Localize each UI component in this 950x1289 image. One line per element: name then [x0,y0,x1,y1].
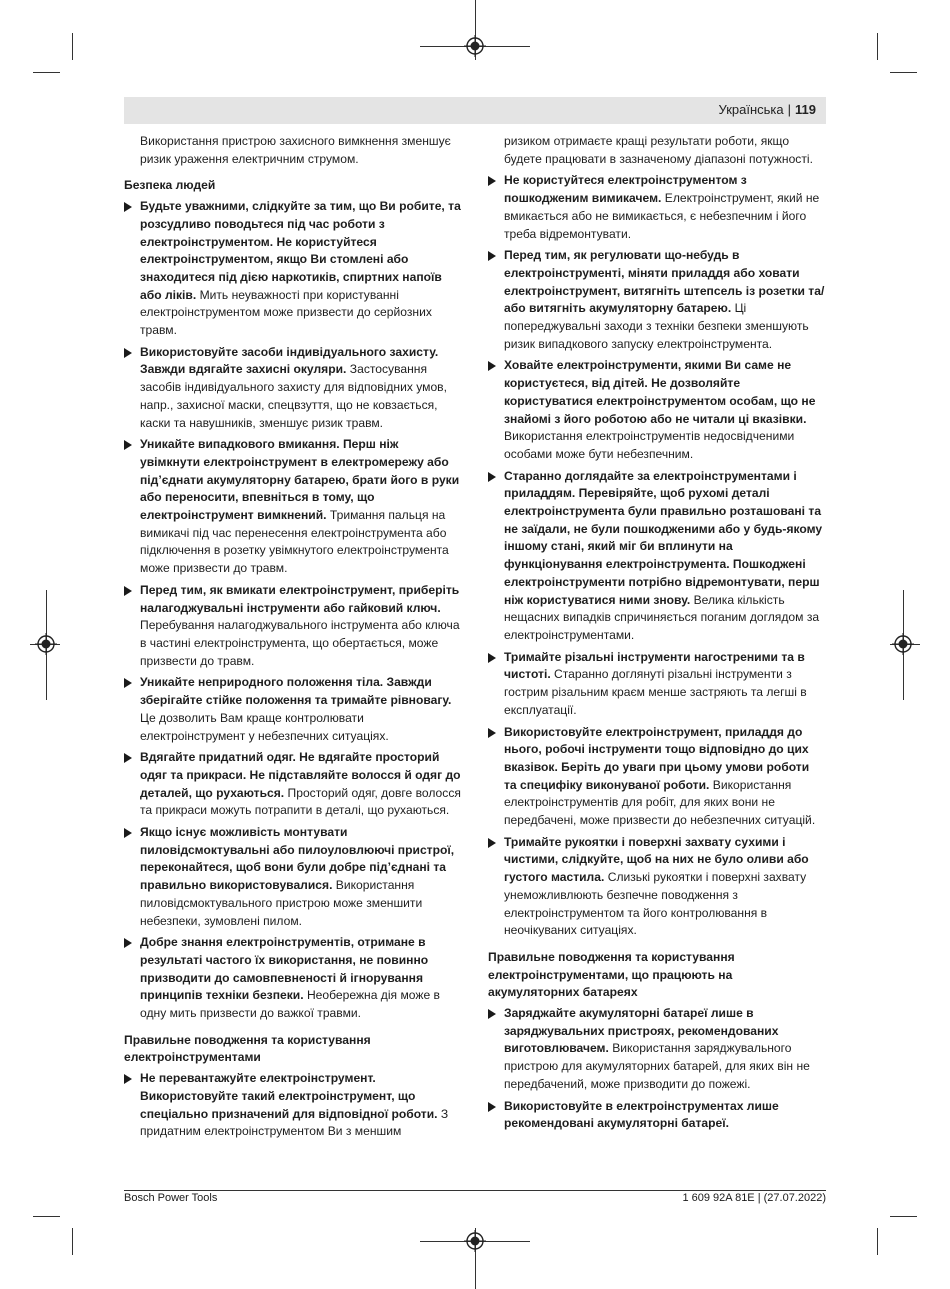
bullet-regular-text: Старанно доглянуті різальні інструменти з гострим різальним краєм менше застряють та легші в експлуатації. [504,667,807,717]
crop-mark [72,1228,73,1255]
bullet-triangle-icon [124,586,132,596]
header-text [719,102,816,117]
bullet-bold-text: Не користуйтеся електроінструментом з пошкодженим вимикачем. [504,173,747,206]
crop-mark [877,1228,878,1255]
bullet-item [124,1070,461,1141]
bullet-bold-text: Будьте уважними, слідкуйте за тим, що Ви робите, та розсудливо поводьтеся під час роботи з електроінструментом. Не користуйтеся електроінструментом, якщо Ви стомлені або знаходитеся під дією наркотиків, спиртних напоїв або ліків. [140,199,461,302]
registration-mark-icon [892,633,914,655]
header-separator: | [787,102,792,117]
bullet-bold-text: Використовуйте в електроінструментах лише рекомендовані акумуляторні батареї. [504,1098,779,1131]
footer-brand: Bosch Power Tools [124,1192,218,1204]
bullet-item [488,1005,825,1094]
bullet-triangle-icon [124,202,132,212]
registration-mark-icon [464,35,486,57]
tool-use-list-continued [488,172,825,940]
header-language: Українська [718,102,784,117]
bullet-triangle-icon [488,1102,496,1112]
bullet-triangle-icon [488,361,496,371]
crop-mark [890,1216,917,1217]
section-heading-battery-tools: Правильне поводження та користування електроінструментами, що працюють на акумуляторних батареях [488,949,735,1000]
bullet-regular-text: Мить неуважності при користуванні електроінструментом може призвести до серйозних травм. [140,287,432,338]
bullet-bold-text: Уникайте неприродного положення тіла. Завжди зберігайте стійке положення та тримайте рівновагу. [140,675,452,708]
bullet-triangle-icon [488,838,496,848]
bullet-item [124,344,461,433]
bullet-item [124,934,461,1023]
bullet-regular-text: Тримання пальця на вимикачі під час перенесення електроінструмента або підключення в розетку увімкнутого електроінструмента може призвести до травм. [140,508,449,576]
bullet-item [488,172,825,243]
bullet-triangle-icon [124,348,132,358]
bullet-bold-text: Перед тим, як регулювати що-небудь в електроінструменті, міняти приладдя або ховати електроінструмент, витягніть штепсель із розетки та/або витягніть акумуляторну батарею. [504,248,825,316]
bullet-regular-text: Велика кількість нещасних випадків спричиняється поганим доглядом за електроінструментами. [504,592,820,642]
bullet-bold-text: Перед тим, як вмикати електроінструмент, приберіть налагоджувальні інструменти або гайковий ключ. [140,582,460,615]
bullet-regular-text: Застосування засобів індивідуального захисту для відповідних умов, напр., захисної маски, спецвзуття, що не ковзається, каски та навушників, зменшує ризик травм. [140,362,447,430]
bullet-triangle-icon [488,1009,496,1019]
bullet-triangle-icon [488,176,496,186]
bullet-triangle-icon [488,728,496,738]
bullet-bold-text: Ховайте електроінструменти, якими Ви саме не користуєтеся, від дітей. Не дозволяйте користуватися електроінструментом особам, що не знайомі з його роботою або не читали ці вказівки. [504,358,816,426]
bullet-bold-text: Використовуйте електроінструмент, приладдя до нього, робочі інструменти тощо відповідно до цих вказівок. Беріть до уваги при цьому умови роботи та специфіку виконуваної роботи. [504,724,810,792]
bullet-item [488,834,825,940]
bullet-item [124,824,461,930]
intro-paragraph: Використання пристрою захисного вимкнення зменшує ризик ураження електричним струмом. [140,134,451,166]
bullet-item [488,357,825,463]
section-heading-personal-safety: Безпека людей [124,178,216,193]
bullet-bold-text: Уникайте випадкового вмикання. Перш ніж увімкнути електроінструмент в електромережу або під’єднати акумуляторну батарею, брати його в руки або переносити, впевніться в тому, що електроінструмент вимкнений. [140,437,460,523]
registration-mark-icon [464,1230,486,1252]
registration-mark-icon [35,633,57,655]
crop-mark [877,33,878,60]
bullet-item [124,198,461,340]
bullet-bold-text: Старанно доглядайте за електроінструментами і приладдям. Перевіряйте, щоб рухомі деталі електроінструмента були правильно розташовані та не заїдали, не були пошкодженими або у будь-якому іншому стані, який міг би вплинути на функціонування електроінструмента. Пошкоджені електроінструменти потрібно відремонтувати, перш ніж користуватися ними знову. [504,468,823,607]
tool-use-list [124,1070,461,1141]
bullet-regular-text: Це дозволить Вам краще контролювати електроінструмент у небезпечних ситуаціях. [140,710,389,743]
crop-mark [33,1216,60,1217]
continuation-paragraph: ризиком отримаєте кращі результати роботи, якщо будете працювати в зазначеному діапазоні потужності. [504,134,813,166]
bullet-triangle-icon [124,753,132,763]
bullet-item [488,649,825,720]
crop-mark [890,72,917,73]
bullet-triangle-icon [488,653,496,663]
personal-safety-list [124,198,461,1023]
bullet-bold-text: Вдягайте придатний одяг. Не вдягайте просторий одяг та прикраси. Не підставляйте волосся й одяг до деталей, що рухаються. [140,750,461,800]
bullet-regular-text: Використання електроінструментів для робіт, для яких вони не передбачені, може призвести до небезпечних ситуацій. [504,777,816,828]
bullet-regular-text: Перебування налагоджувального інструмента або ключа в частині електроінструмента, що обертається, може призвести до травм. [140,618,460,668]
bullet-bold-text: Добре знання електроінструментів, отримане в результаті частого їх використання, не повинно призводити до самовпевненості й ігнорування принципів техніки безпеки. [140,935,429,1003]
bullet-regular-text: Ці попереджувальні заходи з техніки безпеки зменшують ризик випадкового запуску електроінструмента. [504,301,809,351]
page-number: 119 [795,102,816,117]
bullet-bold-text: Тримайте рукоятки і поверхні захвату сухими і чистими, слідкуйте, щоб на них не було оливи або густого мастила. [504,834,809,885]
bullet-triangle-icon [124,828,132,838]
bullet-triangle-icon [124,1074,132,1084]
bullet-bold-text: Тримайте різальні інструменти нагостреними та в чистоті. [504,649,805,682]
battery-tools-list [488,1005,825,1133]
bullet-regular-text: Використання пиловідсмоктувального пристрою може зменшити небезпеки, зумовлені пилом. [140,878,423,928]
bullet-bold-text: Не перевантажуйте електроінструмент. Використовуйте такий електроінструмент, що спеціально призначений для відповідної роботи. [140,1071,438,1121]
bullet-bold-text: Використовуйте засоби індивідуального захисту. Завжди вдягайте захисні окуляри. [140,344,439,377]
section-heading-tool-use: Правильне поводження та користування електроінструментами [124,1032,371,1065]
right-column [488,133,825,1137]
bullet-bold-text: Заряджайте акумуляторні батареї лише в заряджувальних пристроях, рекомендованих виготовлювачем. [504,1006,779,1056]
bullet-triangle-icon [488,472,496,482]
bullet-bold-text: Якщо існує можливість монтувати пиловідсмоктувальні або пилоуловлюючі пристрої, переконайтеся, щоб вони були добре під’єднані та правильно використовувалися. [140,825,455,893]
bullet-item [124,582,461,671]
bullet-regular-text: Слизькі рукоятки і поверхні захвату унеможливлюють безпечне поводження з електроінструментом та його контролювання в неочікуваних ситуаціях. [504,870,807,938]
bullet-item [488,468,825,645]
bullet-regular-text: Просторий одяг, довге волосся та прикраси можуть потрапити в деталі, що рухаються. [140,785,461,818]
page-header [124,97,826,124]
bullet-regular-text: Необережна дія може в одну мить призвести до важкої травми. [140,988,440,1021]
bullet-triangle-icon [124,440,132,450]
bullet-item [124,749,461,820]
bullet-triangle-icon [124,678,132,688]
crop-mark [33,72,60,73]
footer-rule [124,1190,826,1191]
bullet-item [488,1098,825,1133]
bullet-regular-text: Використання електроінструментів недосвідченими особами може бути небезпечним. [504,429,795,461]
bullet-triangle-icon [124,938,132,948]
bullet-item [488,247,825,353]
left-column [124,133,461,1145]
bullet-triangle-icon [488,251,496,261]
bullet-regular-text: Електроінструмент, який не вмикається або не вимикається, є небезпечним і його треба відремонтувати. [504,191,820,241]
bullet-regular-text: Використання заряджувального пристрою для акумуляторних батарей, для яких він не передбачений, може призводити до пожежі. [504,1041,810,1091]
bullet-item [124,436,461,578]
bullet-regular-text: З придатним електроінструментом Ви з меншим [140,1106,449,1139]
crop-mark [72,33,73,60]
bullet-item [488,724,825,830]
bullet-item [124,674,461,745]
footer-doc-number: 1 609 92A 81E | (27.07.2022) [682,1192,826,1204]
